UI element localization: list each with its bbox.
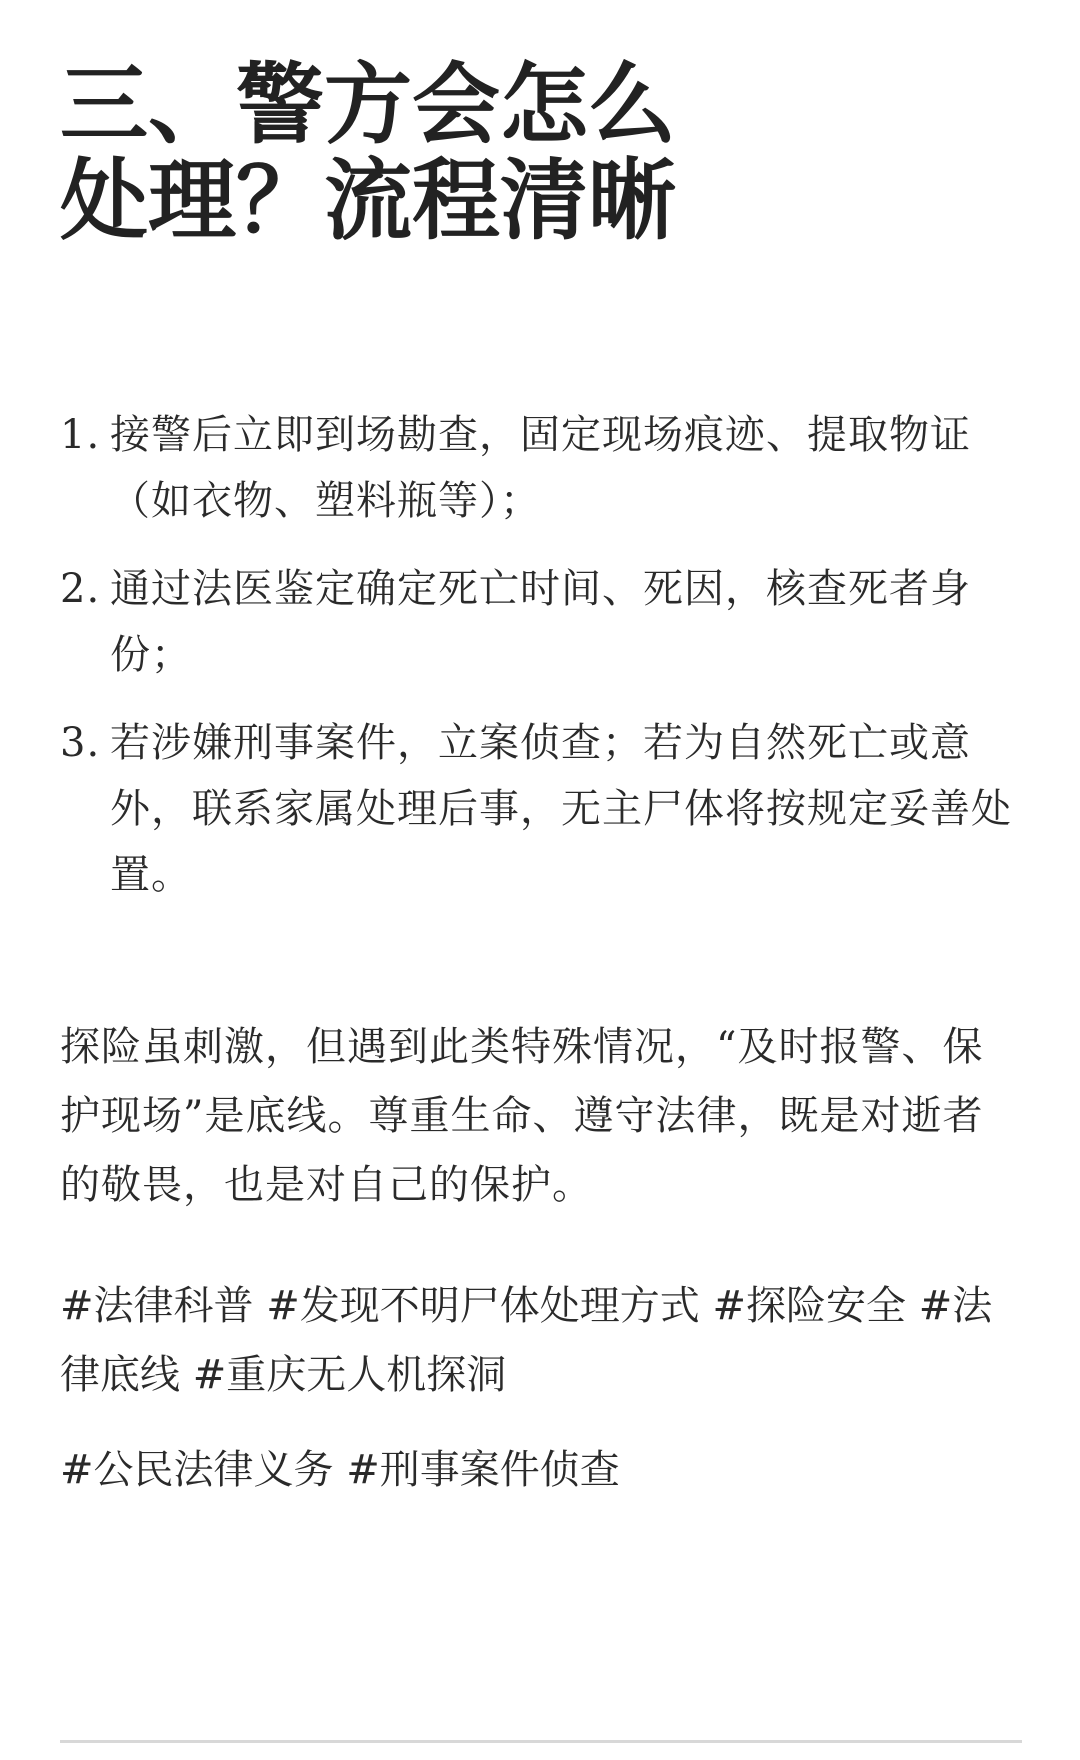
hashtag-line-1[interactable]: #法律科普 #发现不明尸体处理方式 #探险安全 #法律底线 #重庆无人机探洞 [60,1283,993,1398]
procedure-step-2 [60,556,1022,688]
step-number: 1. [60,412,101,458]
procedure-step-1 [60,402,1022,534]
step-number: 2. [60,566,101,612]
step-text: 接警后立即到场勘查，固定现场痕迹、提取物证（如衣物、塑料瓶等）； [110,412,971,524]
step-text: 通过法医鉴定确定死亡时间、死因，核查死者身份； [110,566,971,678]
section-title-line-2: 处理？流程清晰 [60,148,677,252]
procedure-step-3 [60,710,1022,908]
step-text: 若涉嫌刑事案件，立案侦查；若为自然死亡或意外，联系家属处理后事，无主尸体将按规定妥善处置。 [110,720,1012,898]
hashtag-line-2[interactable]: #公民法律义务 #刑事案件侦查 [60,1447,620,1493]
section-title [60,52,760,252]
bottom-divider [60,1740,1022,1743]
step-number: 3. [60,720,101,766]
summary-paragraph: 探险虽刺激，但遇到此类特殊情况，“及时报警、保护现场”是底线。尊重生命、遵守法律，既是对逝者的敬畏，也是对自己的保护。 [60,1024,984,1208]
section-title-line-1: 三、警方会怎么 [60,52,677,156]
procedure-list [60,402,1022,930]
